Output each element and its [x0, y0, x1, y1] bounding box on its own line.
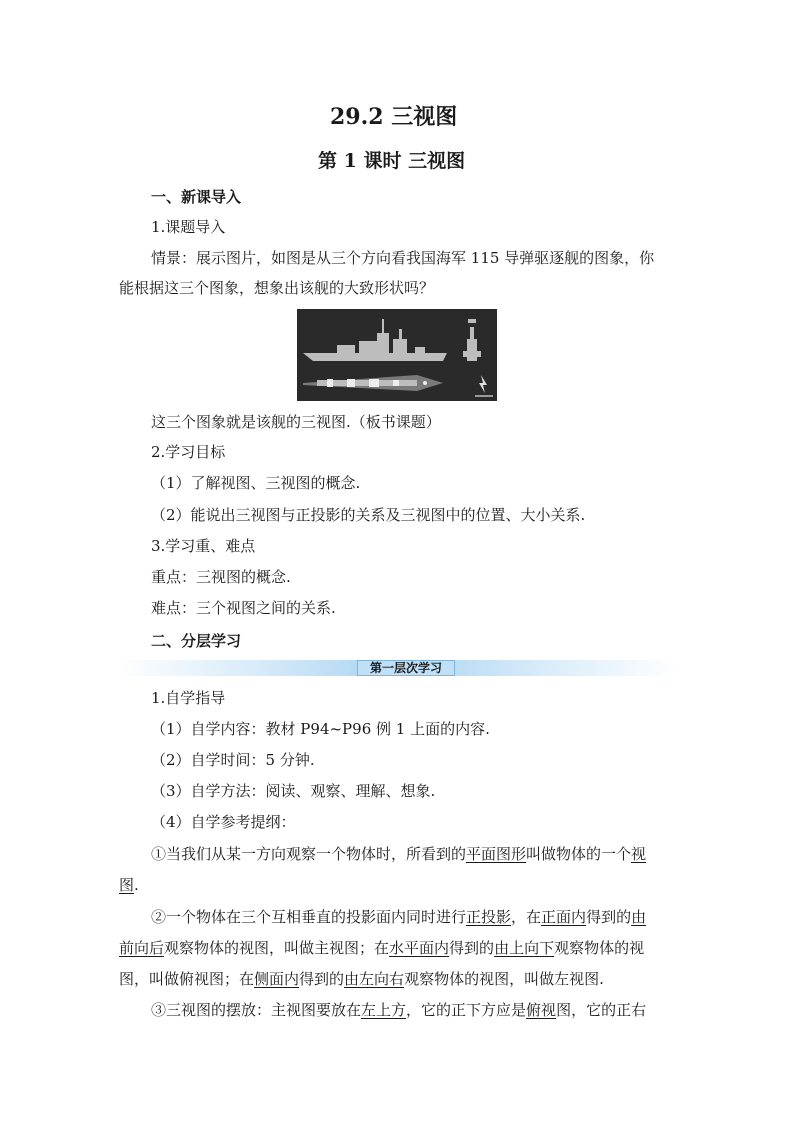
- guide-item-outline: （4）自学参考提纲：: [151, 813, 296, 831]
- outline-item-2-line3: [119, 969, 604, 989]
- outline-text: 图，它的正右: [556, 1001, 647, 1019]
- outline-text: 观察物体的视图，叫做左视图.: [404, 970, 604, 988]
- outline-item-1-line2: [119, 875, 139, 895]
- outline-item-2-line2: [119, 938, 644, 958]
- blank-answer: 正投影: [466, 908, 512, 926]
- section-heading-intro: 一、新课导入: [151, 188, 242, 206]
- outline-text: 叫做物体的一个: [526, 845, 632, 863]
- blank-answer: 由上向下: [494, 939, 555, 957]
- blank-answer: 平面图形: [466, 845, 527, 863]
- outline-text: 观察物体的视: [554, 939, 645, 957]
- blank-answer: 水平面内: [389, 939, 450, 957]
- subsection-key-points: 3.学习重、难点: [151, 537, 256, 555]
- subsection-topic-intro: 1.课题导入: [151, 218, 226, 236]
- level-banner-label: 第一层次学习: [357, 660, 455, 676]
- guide-item-time: （2）自学时间：5 分钟.: [151, 751, 315, 769]
- outline-text: 图，叫做俯视图；在: [119, 970, 255, 988]
- outline-text: 得到的: [449, 939, 495, 957]
- destroyer-three-view-image: [297, 309, 497, 401]
- outline-text: ①当我们从某一方向观察一个物体时，所看到的: [151, 845, 467, 863]
- scene-text-line1: 情景：展示图片，如图是从三个方向看我国海军 115 导弹驱逐舰的图象，你: [151, 249, 655, 267]
- blank-answer: 由左向右: [344, 970, 405, 988]
- subsection-goals: 2.学习目标: [151, 443, 226, 461]
- guide-item-method: （3）自学方法：阅读、观察、理解、想象.: [151, 782, 436, 800]
- subsection-self-study: 1.自学指导: [151, 689, 226, 707]
- outline-item-2-line1: [151, 907, 646, 927]
- blank-answer: 侧面内: [254, 970, 300, 988]
- outline-text: ③三视图的摆放：主视图要放在: [151, 1001, 362, 1019]
- outline-text: ②一个物体在三个互相垂直的投影面内同时进行: [151, 908, 467, 926]
- outline-text: 观察物体的视图，叫做主视图；在: [164, 939, 390, 957]
- scene-text-line2: 能根据这三个图象，想象出该舰的大致形状吗？: [119, 279, 435, 297]
- lesson-subtitle: 第 1 课时 三视图: [318, 150, 466, 172]
- outline-text: ，在: [511, 908, 542, 926]
- page-title: 29.2 三视图: [330, 104, 458, 130]
- blank-answer: 正面内: [541, 908, 587, 926]
- destroyer-three-view-figure: [297, 309, 497, 401]
- goal-item-2: （2）能说出三视图与正投影的关系及三视图中的位置、大小关系.: [151, 506, 586, 524]
- blank-answer: 左上方: [361, 1001, 407, 1019]
- blank-answer: 视: [631, 845, 647, 863]
- outline-item-1-line1: [151, 844, 646, 864]
- after-figure-text: 这三个图象就是该舰的三视图.（板书课题）: [151, 413, 441, 431]
- outline-text: 得到的: [586, 908, 632, 926]
- blank-answer: 俯视: [526, 1001, 557, 1019]
- outline-text: 得到的: [299, 970, 345, 988]
- outline-text: ，它的正下方应是: [406, 1001, 527, 1019]
- blank-answer: 前向后: [119, 939, 165, 957]
- blank-answer: 由: [631, 908, 647, 926]
- goal-item-1: （1）了解视图、三视图的概念.: [151, 474, 361, 492]
- key-point: 重点：三视图的概念.: [151, 568, 291, 586]
- section-heading-layered: 二、分层学习: [151, 632, 242, 650]
- outline-item-3-line1: [151, 1000, 646, 1020]
- outline-text: .: [134, 876, 139, 894]
- difficult-point: 难点：三个视图之间的关系.: [151, 599, 336, 617]
- blank-answer: 图: [119, 876, 135, 894]
- guide-item-content: （1）自学内容：教材 P94~P96 例 1 上面的内容.: [151, 720, 490, 738]
